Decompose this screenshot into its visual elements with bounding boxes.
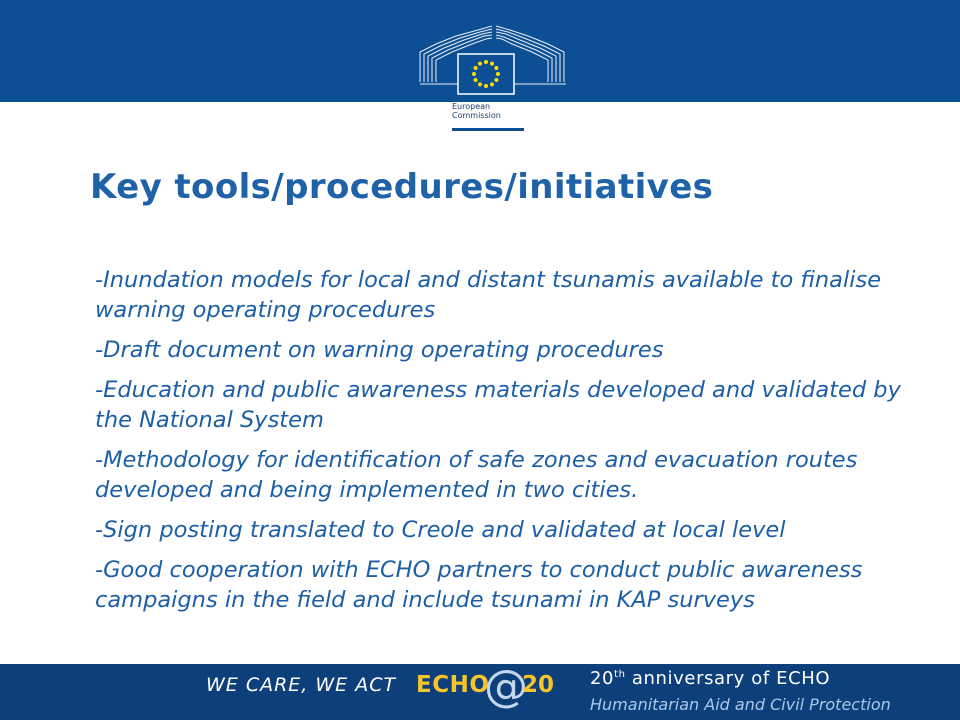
european-commission-logo — [416, 22, 570, 132]
anniversary-text — [590, 668, 830, 689]
echo-logo-at: @ — [484, 664, 528, 712]
footer-banner — [0, 664, 960, 720]
anniversary-rest: anniversary of ECHO — [625, 668, 831, 689]
footer-subtitle: Humanitarian Aid and Civil Protection — [590, 695, 891, 714]
bullet-item: -Inundation models for local and distant tsunamis available to finalise warning operating procedures — [95, 267, 882, 323]
anniversary-suffix: th — [614, 669, 626, 680]
berlaymont-building-icon — [416, 22, 570, 106]
echo20-logo — [416, 664, 556, 718]
bullet-item: -Education and public awareness materials developed and validated by the National System — [95, 377, 901, 433]
bullet-list — [95, 265, 925, 665]
bullet-item: -Methodology for identification of safe zones and evacuation routes developed and being implemented in two cities. — [95, 447, 858, 503]
echo-logo-text: ECHO — [416, 672, 490, 698]
bullet-item: -Good cooperation with ECHO partners to conduct public awareness campaigns in the field and include tsunami in KAP surveys — [95, 557, 863, 613]
anniversary-number: 20 — [590, 668, 615, 689]
logo-text — [452, 102, 501, 120]
footer-slogan: WE CARE, WE ACT — [206, 674, 397, 696]
logo-line-2: Commission — [452, 111, 501, 120]
bullet-item: -Sign posting translated to Creole and validated at local level — [95, 517, 786, 543]
echo-logo-number: 20 — [522, 672, 555, 698]
slide-title: Key tools/procedures/initiatives — [90, 167, 714, 207]
bullet-item: -Draft document on warning operating procedures — [95, 337, 664, 363]
logo-underline — [452, 128, 524, 131]
logo-line-1: European — [452, 102, 491, 111]
